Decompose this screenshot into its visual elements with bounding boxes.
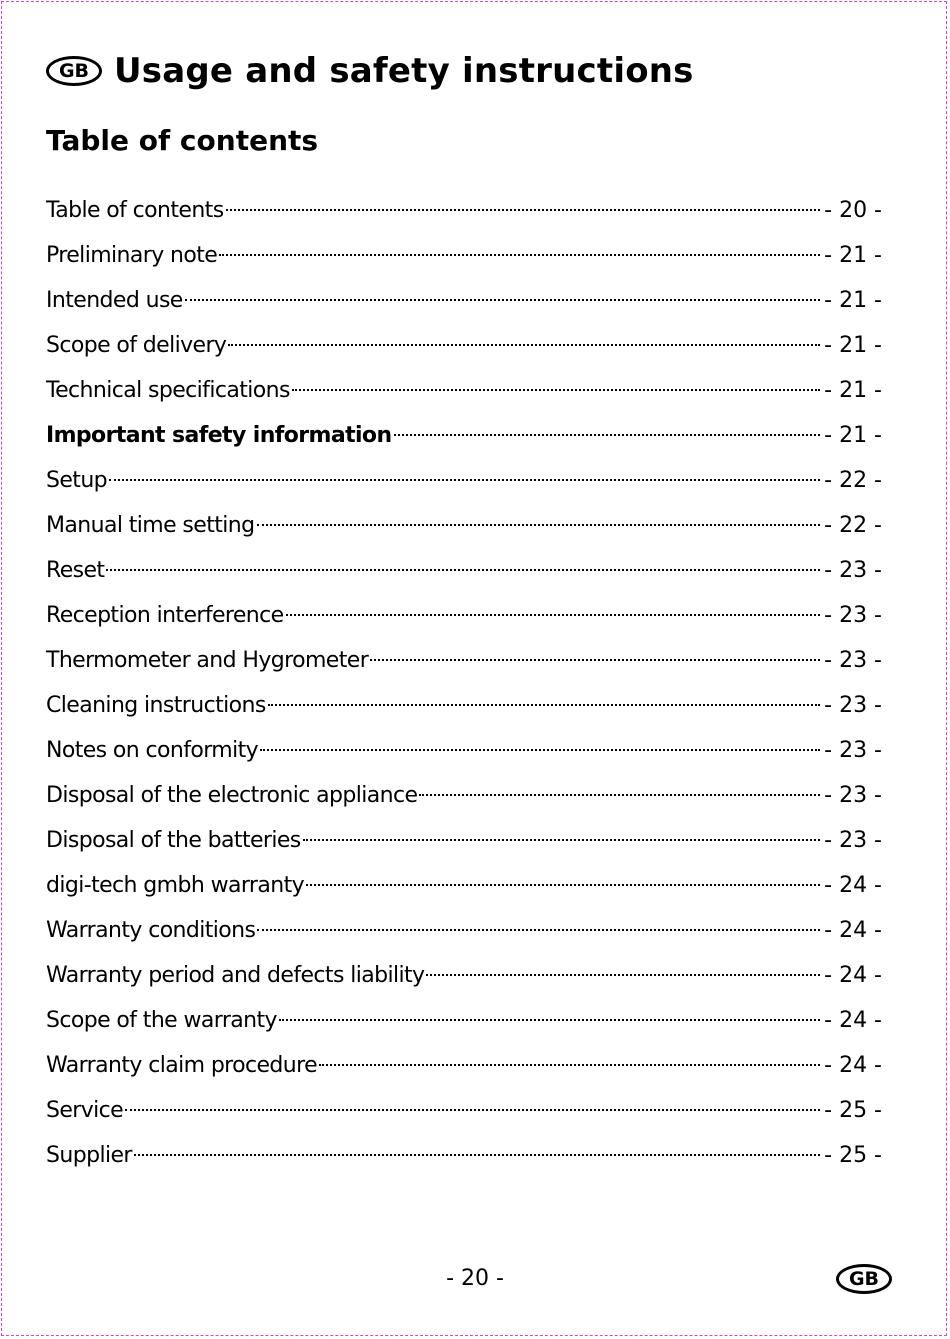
toc-entry-reset[interactable] [46,548,882,593]
toc-entry-label: Important safety information [46,423,392,448]
toc-entry-label: Supplier [46,1143,132,1168]
toc-entry-page: - 24 - [824,1008,882,1033]
toc-entry-page: - 20 - [824,198,882,223]
toc-entry-page: - 24 - [824,1053,882,1078]
toc-entry-label: Reset [46,558,105,583]
toc-entry-reception-interference[interactable] [46,593,882,638]
dot-leader [319,1064,820,1066]
toc-entry-label: Notes on conformity [46,738,259,763]
toc-entry-scope-of-warranty[interactable] [46,998,882,1043]
toc-entry-page: - 22 - [824,468,882,493]
toc-entry-page: - 24 - [824,963,882,988]
toc-entry-page: - 25 - [824,1143,882,1168]
dot-leader [292,389,820,391]
toc-entry-page: - 23 - [824,558,882,583]
dot-leader [303,839,820,841]
dot-leader [306,884,820,886]
toc-entry-scope-of-delivery[interactable] [46,323,882,368]
toc-entry-notes-on-conformity[interactable] [46,728,882,773]
toc-entry-page: - 21 - [824,333,882,358]
dot-leader [394,434,821,436]
toc-entry-cleaning-instructions[interactable] [46,683,882,728]
toc-entry-label: Technical specifications [46,378,290,403]
dot-leader [226,209,821,211]
toc-entry-label: Cleaning instructions [46,693,266,718]
toc-entry-label: Disposal of the batteries [46,828,301,853]
dot-leader [426,974,820,976]
toc-entry-warranty-conditions[interactable] [46,908,882,953]
toc-entry-preliminary-note[interactable] [46,233,882,278]
dot-leader [125,1109,820,1111]
toc-entry-page: - 24 - [824,873,882,898]
toc-entry-page: - 21 - [824,423,882,448]
gb-language-badge-footer: GB [836,1264,892,1294]
toc-entry-page: - 23 - [824,693,882,718]
toc-entry-page: - 21 - [824,378,882,403]
toc-entry-label: Scope of the warranty [46,1008,277,1033]
toc-entry-disposal-electronic-appliance[interactable] [46,773,882,818]
toc-entry-label: Manual time setting [46,513,255,538]
toc-entry-supplier[interactable] [46,1133,882,1178]
dot-leader [257,524,821,526]
toc-entry-label: Reception interference [46,603,284,628]
toc-entry-page: - 21 - [824,243,882,268]
document-title: Usage and safety instructions [114,51,694,91]
dot-leader [185,299,820,301]
toc-entry-manual-time-setting[interactable] [46,503,882,548]
toc-entry-digi-tech-warranty[interactable] [46,863,882,908]
toc-entry-page: - 24 - [824,918,882,943]
toc-entry-page: - 22 - [824,513,882,538]
dot-leader [370,659,820,661]
toc-entry-page: - 23 - [824,828,882,853]
toc-entry-page: - 25 - [824,1098,882,1123]
toc-entry-label: Service [46,1098,124,1123]
toc-entry-intended-use[interactable] [46,278,882,323]
page-header [46,46,694,96]
toc-entry-label: Warranty claim procedure [46,1053,318,1078]
toc-entry-warranty-claim-procedure[interactable] [46,1043,882,1088]
dot-leader [228,344,820,346]
toc-entry-label: Thermometer and Hygrometer [46,648,369,673]
toc-entry-label: Setup [46,468,108,493]
gb-language-badge: GB [46,56,102,86]
toc-entry-label: Warranty period and defects liability [46,963,425,988]
toc-entry-label: Disposal of the electronic appliance [46,783,418,808]
page-number: - 20 - [446,1266,504,1291]
dot-leader [219,254,820,256]
dot-leader [109,479,820,481]
toc-entry-service[interactable] [46,1088,882,1133]
toc-entry-thermometer-and-hygrometer[interactable] [46,638,882,683]
toc-entry-page: - 21 - [824,288,882,313]
table-of-contents [46,188,882,1178]
dot-leader [257,929,820,931]
toc-entry-warranty-period[interactable] [46,953,882,998]
dot-leader [106,569,820,571]
toc-entry-label: Warranty conditions [46,918,256,943]
dot-leader [279,1019,820,1021]
toc-entry-label: Table of contents [46,198,224,223]
dot-leader [260,749,820,751]
dot-leader [286,614,821,616]
toc-entry-page: - 23 - [824,648,882,673]
toc-heading: Table of contents [46,124,319,157]
dot-leader [268,704,820,706]
toc-entry-page: - 23 - [824,603,882,628]
toc-entry-important-safety-information[interactable] [46,413,882,458]
toc-entry-label: Preliminary note [46,243,218,268]
dot-leader [134,1154,820,1156]
toc-entry-setup[interactable] [46,458,882,503]
dot-leader [419,794,820,796]
toc-entry-page: - 23 - [824,738,882,763]
toc-entry-label: Intended use [46,288,183,313]
toc-entry-disposal-batteries[interactable] [46,818,882,863]
toc-entry-technical-specifications[interactable] [46,368,882,413]
toc-entry-label: digi-tech gmbh warranty [46,873,305,898]
toc-entry-table-of-contents[interactable] [46,188,882,233]
toc-entry-label: Scope of delivery [46,333,227,358]
toc-entry-page: - 23 - [824,783,882,808]
